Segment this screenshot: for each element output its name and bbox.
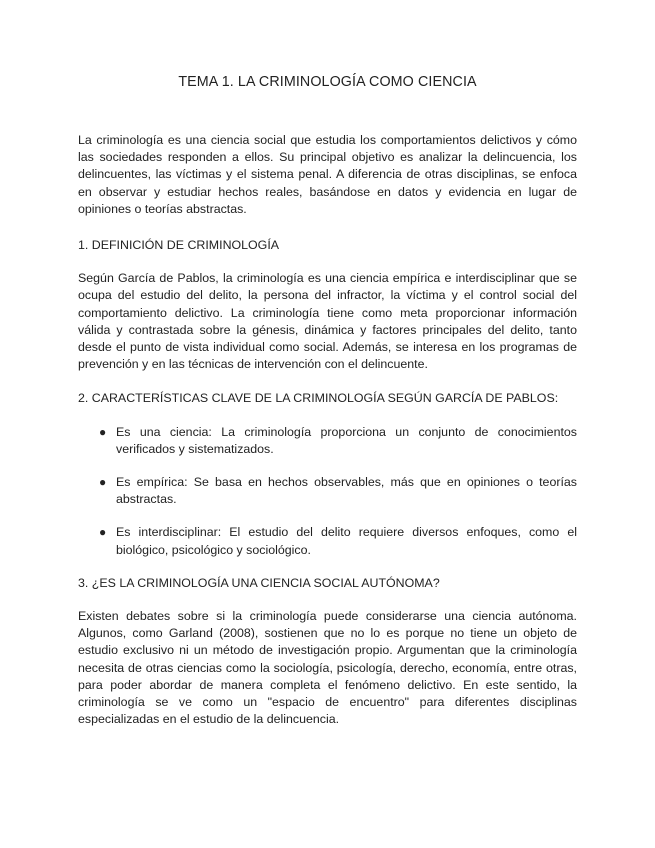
bullet-list [78,424,577,559]
section-heading: 1. DEFINICIÓN DE CRIMINOLOGÍA [78,238,280,253]
section-characteristics [78,390,577,558]
list-item-text: Es una ciencia: La criminología proporciona un conjunto de conocimientos verificados y sistematizados. [116,424,577,456]
section-heading: 2. CARACTERÍSTICAS CLAVE DE LA CRIMINOLOGÍA SEGÚN GARCÍA DE PABLOS: [78,391,559,406]
section-definition [78,237,577,373]
list-item-text: Es interdisciplinar: El estudio del delito requiere diversos enfoques, como el biológico, psicológico y sociológico. [116,525,577,557]
list-item [78,424,577,458]
list-item [78,474,577,508]
section-paragraph: Según García de Pablos, la criminología es una ciencia empírica e interdisciplinar que se ocupa del estudio del delito, la persona del infractor, la víctima y el control social del comportamiento delictivo. La criminología tiene como meta proporcionar información válida y contrastada sobre la génesis, dinámica y factores principales del delito, tanto desde el punto de vista individual como social. Además, se interesa en los programas de prevención y en las técnicas de intervención con el delincuente. [78,271,577,372]
section-heading: 3. ¿ES LA CRIMINOLOGÍA UNA CIENCIA SOCIAL AUTÓNOMA? [78,575,440,590]
bullet-icon: ● [99,475,107,490]
bullet-icon: ● [99,424,107,439]
section-paragraph: Existen debates sobre si la criminología puede considerarse una ciencia autónoma. Algunos, como Garland (2008), sostienen que no lo es porque no tiene un objeto de estudio exclusivo ni un método de investigación propio. Argumentan que la criminología necesita de otras ciencias como la sociología, psicología, derecho, economía, entre otras, para poder abordar de manera completa el fenómeno delictivo. En este sentido, la criminología se ve como un "espacio de encuentro" para diferentes disciplinas especializadas en el estudio de la delincuencia. [78,609,577,727]
list-item-text: Es empírica: Se basa en hechos observables, más que en opiniones o teorías abstractas. [116,475,577,507]
section-autonomy [78,575,577,729]
list-item [78,524,577,558]
document-title: TEMA 1. LA CRIMINOLOGÍA COMO CIENCIA [178,74,477,90]
bullet-icon: ● [99,525,107,540]
intro-paragraph: La criminología es una ciencia social que estudia los comportamientos delictivos y cómo las sociedades responden a ellos. Su principal objetivo es analizar la delincuencia, los delincuentes, las víctimas y el sistema penal. A diferencia de otras disciplinas, se enfoca en observar y estudiar hechos reales, basándose en datos y evidencia en lugar de opiniones o teorías abstractas. [78,133,577,216]
